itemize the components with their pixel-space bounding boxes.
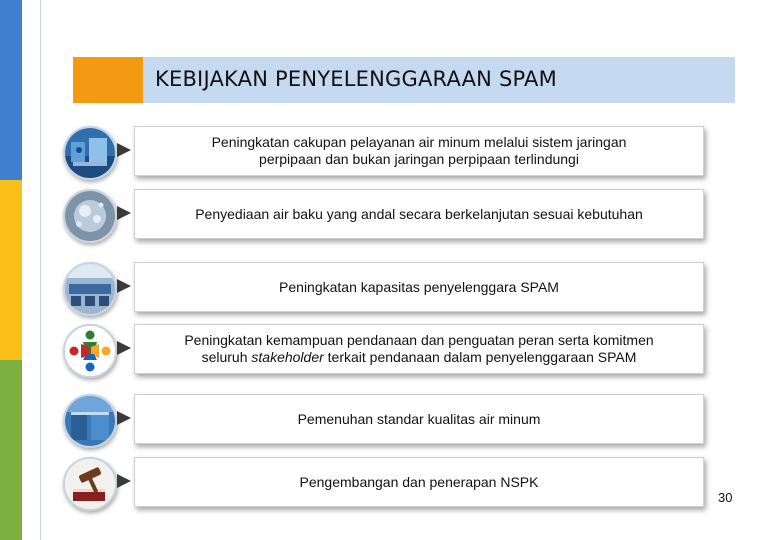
arrow-5 [117,411,131,425]
water-tank-icon [63,394,117,448]
title-bar [73,57,735,103]
policy-box-3 [134,262,704,312]
policy-text-4-part1: Peningkatan kemampuan pendanaan dan penguatan peran serta komitmen seluruh [184,332,654,365]
gavel-book-icon [63,457,117,511]
policy-box-6 [134,457,704,507]
policy-text-3: Peningkatan kapasitas penyelenggara SPAM [279,278,559,295]
policy-box-2 [134,189,704,239]
policy-text-2: Penyediaan air baku yang andal secara berkelanjutan sesuai kebutuhan [195,205,643,222]
title-accent [73,57,143,103]
side-stripe-yellow [0,180,22,360]
policy-box-5 [134,394,704,444]
policy-box-4 [134,324,704,374]
vertical-divider [40,0,41,540]
water-splash-icon [63,189,117,243]
people-circle-icon [63,324,117,378]
arrow-2 [117,206,131,220]
side-stripe-blue [0,0,22,180]
slide-title: KEBIJAKAN PENYELENGGARAAN SPAM [155,67,557,91]
arrow-1 [117,143,131,157]
side-stripe-green [0,360,22,540]
policy-text-6: Pengembangan dan penerapan NSPK [299,473,539,490]
policy-text-4 [184,332,653,366]
arrow-3 [117,279,131,293]
policy-text-4-part2: terkait pendanaan dalam penyelenggaraan SPAM [323,349,637,365]
policy-text-1: Peningkatan cakupan pelayanan air minum melalui sistem jaringan perpipaan dan bukan jaringan perpipaan terlindungi [211,134,627,167]
policy-box-1 [134,126,704,176]
water-treatment-plant-icon [63,126,117,180]
page-number: 30 [718,490,733,505]
arrow-6 [117,474,131,488]
policy-text-5: Pemenuhan standar kualitas air minum [297,410,541,427]
meeting-room-icon [63,262,117,316]
policy-text-4-italic: stakeholder [251,349,324,365]
arrow-4 [117,341,131,355]
